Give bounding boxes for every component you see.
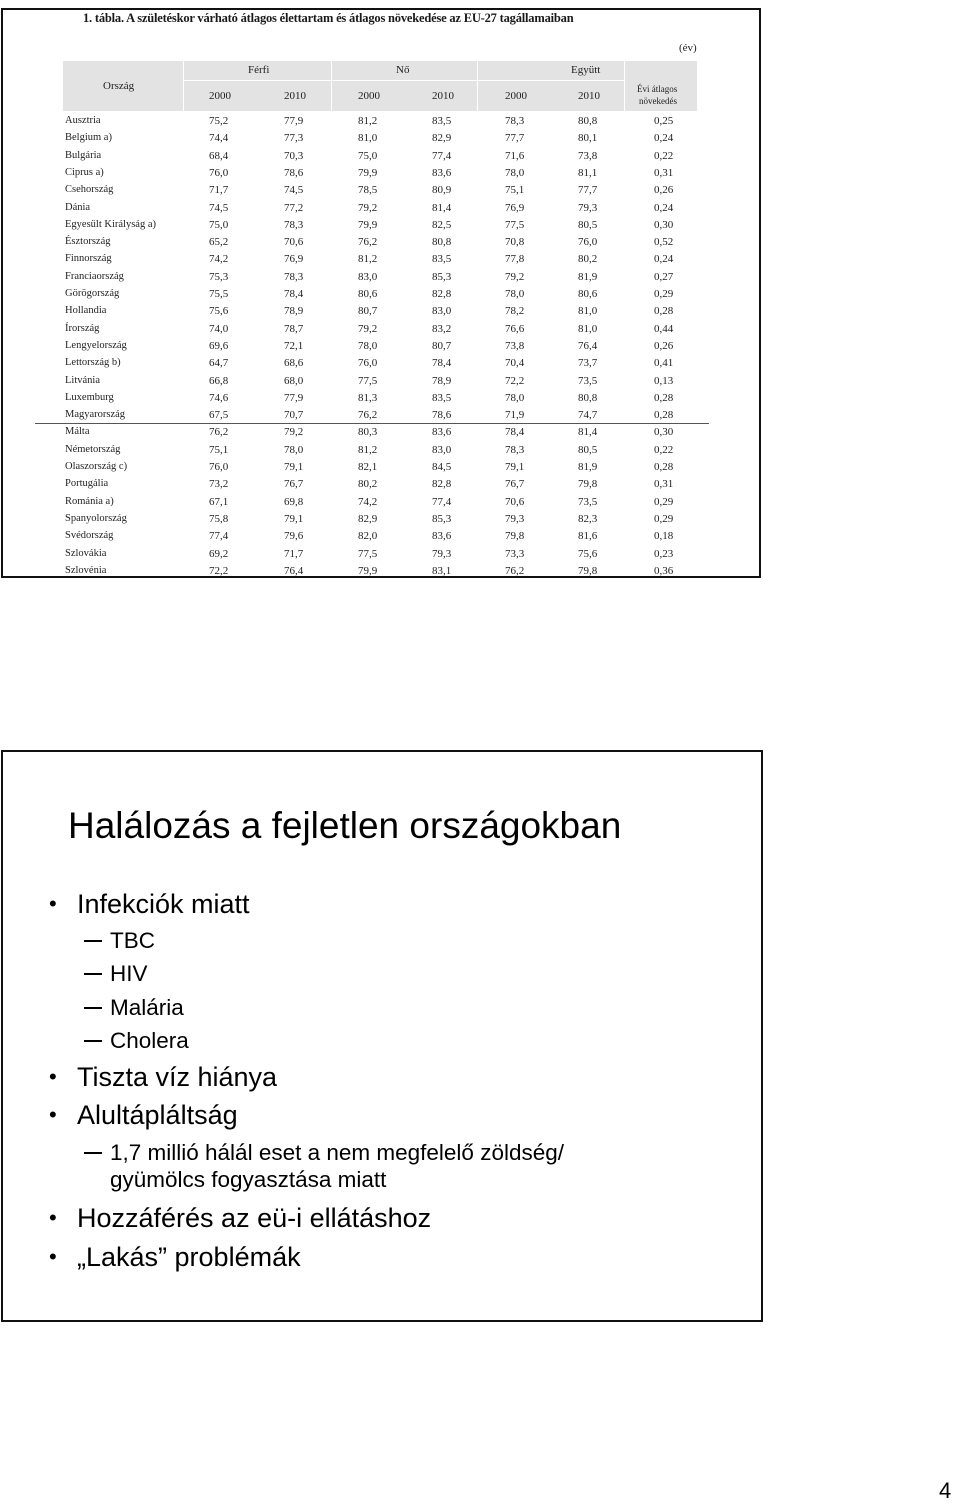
value-cell: 79,8: [505, 530, 525, 543]
growth-cell: 0,24: [654, 201, 674, 214]
value-cell: 81,4: [578, 426, 598, 439]
value-cell: 82,8: [432, 478, 452, 491]
value-cell: 68,0: [284, 374, 304, 387]
table-row: [3, 202, 761, 219]
header-growth-line2: növekedés: [639, 96, 677, 106]
value-cell: 74,2: [358, 495, 378, 508]
value-cell: 70,6: [505, 495, 525, 508]
growth-cell: 0,22: [654, 149, 674, 162]
value-cell: 75,1: [505, 184, 525, 197]
value-cell: 83,0: [432, 305, 452, 318]
value-cell: 78,9: [432, 374, 452, 387]
country-cell: Lettország b): [65, 357, 121, 369]
value-cell: 76,2: [358, 409, 378, 422]
table-row: [3, 357, 761, 374]
table-row: [3, 530, 761, 547]
value-cell: 67,5: [209, 409, 229, 422]
table-row: [3, 132, 761, 149]
table-unit: (év): [679, 42, 697, 54]
country-cell: Ausztria: [65, 115, 101, 126]
value-cell: 71,7: [209, 184, 229, 197]
table-row: [3, 253, 761, 270]
value-cell: 74,5: [284, 184, 304, 197]
value-cell: 69,8: [284, 495, 304, 508]
growth-cell: 0,26: [654, 184, 674, 197]
country-cell: Románia a): [65, 495, 114, 507]
value-cell: 76,0: [209, 461, 229, 473]
growth-cell: 0,28: [654, 305, 674, 318]
bullet-text: TBC: [110, 928, 155, 953]
table-title: 1. tábla. A születéskor várható átlagos élettartam és átlagos növekedése az EU-27 tagállamaiban: [83, 11, 574, 25]
value-cell: 80,5: [578, 443, 598, 456]
dash-icon: [84, 973, 102, 975]
header-divider: [331, 61, 332, 111]
value-cell: 83,5: [432, 391, 452, 404]
value-cell: 79,3: [578, 201, 598, 214]
value-cell: 67,1: [209, 495, 229, 508]
value-cell: 76,9: [505, 201, 525, 214]
value-cell: 77,9: [284, 391, 304, 404]
sub-bullet-item: [110, 994, 184, 1021]
bullet-text: Infekciók miatt: [77, 889, 250, 919]
value-cell: 78,9: [284, 305, 304, 318]
value-cell: 76,4: [284, 564, 304, 577]
table-header: [63, 61, 697, 111]
table-row: [3, 478, 761, 495]
bullet-text: Tiszta víz hiánya: [77, 1062, 278, 1092]
value-cell: 83,5: [432, 253, 452, 266]
growth-cell: 0,30: [654, 218, 674, 231]
value-cell: 80,2: [578, 253, 598, 266]
growth-cell: 0,26: [654, 339, 674, 352]
table-row: [3, 548, 761, 565]
value-cell: 76,2: [358, 236, 378, 249]
value-cell: 78,6: [284, 166, 304, 179]
value-cell: 78,0: [505, 288, 525, 300]
value-cell: 77,4: [209, 530, 229, 543]
value-cell: 82,1: [358, 461, 378, 473]
bullet-text: Hozzáférés az eü-i ellátáshoz: [77, 1203, 432, 1233]
value-cell: 83,5: [432, 115, 452, 127]
country-cell: Szlovákia: [65, 547, 107, 559]
sub-bullet-item: [110, 1027, 189, 1054]
value-cell: 70,7: [284, 409, 304, 422]
value-cell: 75,0: [209, 218, 229, 231]
growth-cell: 0,25: [654, 115, 674, 127]
bullet-text: Alultápláltság: [77, 1100, 238, 1130]
value-cell: 79,9: [358, 166, 378, 179]
value-cell: 79,1: [284, 461, 304, 473]
value-cell: 78,3: [505, 443, 525, 456]
table-row: [3, 184, 761, 201]
value-cell: 78,4: [505, 426, 525, 439]
value-cell: 81,2: [358, 253, 378, 266]
country-cell: Dánia: [65, 201, 91, 213]
table-row: [3, 340, 761, 357]
value-cell: 80,6: [358, 288, 378, 300]
bullet-item: [77, 888, 250, 920]
header-growth-line1: Évi átlagos: [637, 84, 678, 94]
value-cell: 75,6: [578, 547, 598, 560]
value-cell: 77,9: [284, 115, 304, 127]
value-cell: 82,8: [432, 288, 452, 300]
value-cell: 70,4: [505, 357, 525, 370]
country-cell: Luxemburg: [65, 391, 114, 403]
header-group-women: Nő: [396, 64, 410, 76]
growth-cell: 0,31: [654, 478, 674, 491]
growth-cell: 0,22: [654, 443, 674, 456]
header-year: 2010: [432, 90, 454, 102]
value-cell: 66,8: [209, 374, 229, 387]
dash-icon: [84, 1040, 102, 1042]
bullet-text: 1,7 millió hálál eset a nem megfelelő zöldség/: [110, 1140, 564, 1165]
dash-icon: [84, 1152, 102, 1154]
value-cell: 83,1: [432, 564, 452, 577]
header-divider: [183, 80, 624, 81]
country-cell: Spanyolország: [65, 512, 127, 524]
value-cell: 77,3: [284, 132, 304, 145]
value-cell: 75,2: [209, 115, 229, 127]
value-cell: 81,0: [578, 305, 598, 318]
sub-bullet-item: [110, 927, 155, 954]
value-cell: 81,2: [358, 115, 378, 127]
header-year: 2000: [505, 90, 527, 102]
value-cell: 77,2: [284, 201, 304, 214]
country-cell: Litvánia: [65, 374, 100, 386]
value-cell: 78,0: [505, 391, 525, 404]
value-cell: 76,4: [578, 339, 598, 352]
value-cell: 72,2: [209, 564, 229, 577]
table-row: [3, 426, 761, 443]
table-row: [3, 236, 761, 253]
bullet-slide: [1, 750, 763, 1322]
bullet-text: „Lakás” problémák: [77, 1242, 301, 1272]
value-cell: 77,5: [505, 218, 525, 231]
value-cell: 75,8: [209, 512, 229, 525]
sub-bullet-item: [110, 1166, 386, 1193]
value-cell: 79,1: [505, 461, 525, 473]
country-cell: Lengyelország: [65, 339, 127, 351]
value-cell: 79,3: [432, 547, 452, 560]
header-divider: [183, 61, 184, 111]
country-cell: Észtország: [65, 236, 111, 248]
value-cell: 72,2: [505, 374, 525, 387]
value-cell: 74,6: [209, 391, 229, 404]
growth-cell: 0,36: [654, 564, 674, 577]
country-cell: Egyesült Királyság a): [65, 218, 156, 230]
value-cell: 81,2: [358, 443, 378, 456]
value-cell: 81,4: [432, 201, 452, 214]
page-number: 4: [939, 1478, 952, 1503]
value-cell: 82,9: [358, 512, 378, 525]
value-cell: 78,0: [505, 166, 525, 179]
value-cell: 83,6: [432, 426, 452, 439]
value-cell: 75,1: [209, 443, 229, 456]
value-cell: 79,6: [284, 530, 304, 543]
value-cell: 83,2: [432, 322, 452, 335]
value-cell: 77,5: [358, 374, 378, 387]
value-cell: 76,0: [578, 236, 598, 249]
value-cell: 73,3: [505, 547, 525, 560]
value-cell: 73,7: [578, 357, 598, 370]
value-cell: 68,4: [209, 149, 229, 162]
value-cell: 78,3: [505, 115, 525, 127]
value-cell: 76,7: [505, 478, 525, 491]
bullet-item: [77, 1241, 301, 1273]
country-cell: Bulgária: [65, 149, 102, 161]
value-cell: 83,0: [432, 443, 452, 456]
value-cell: 75,6: [209, 305, 229, 318]
value-cell: 76,7: [284, 478, 304, 491]
value-cell: 82,5: [432, 218, 452, 231]
country-cell: Írország: [65, 322, 100, 334]
value-cell: 78,5: [358, 184, 378, 197]
growth-cell: 0,30: [654, 426, 674, 439]
value-cell: 71,9: [505, 409, 525, 422]
value-cell: 81,1: [578, 166, 598, 179]
value-cell: 77,7: [505, 132, 525, 145]
value-cell: 74,2: [209, 253, 229, 266]
value-cell: 68,6: [284, 357, 304, 370]
table-row: [3, 219, 761, 236]
value-cell: 78,3: [284, 218, 304, 231]
table-slide: [1, 8, 761, 578]
country-cell: Magyarország: [65, 409, 126, 421]
value-cell: 75,0: [358, 149, 378, 162]
country-cell: Németország: [65, 443, 121, 455]
bullet-text: Malária: [110, 995, 184, 1020]
value-cell: 83,0: [358, 270, 378, 283]
bullet-text: Cholera: [110, 1028, 189, 1053]
growth-cell: 0,24: [654, 132, 674, 145]
value-cell: 70,8: [505, 236, 525, 249]
value-cell: 78,6: [432, 409, 452, 422]
value-cell: 79,3: [505, 512, 525, 525]
growth-cell: 0,29: [654, 288, 674, 300]
value-cell: 79,2: [284, 426, 304, 439]
value-cell: 79,9: [358, 564, 378, 577]
value-cell: 78,7: [284, 322, 304, 335]
value-cell: 77,8: [505, 253, 525, 266]
value-cell: 84,5: [432, 461, 452, 473]
value-cell: 80,3: [358, 426, 378, 439]
table-row: [3, 513, 761, 530]
value-cell: 80,5: [578, 218, 598, 231]
value-cell: 69,2: [209, 547, 229, 560]
table-row: [3, 271, 761, 288]
growth-cell: 0,27: [654, 270, 674, 283]
header-group-total: Együtt: [571, 64, 601, 76]
country-cell: Görögország: [65, 288, 120, 299]
growth-cell: 0,23: [654, 547, 674, 560]
value-cell: 80,2: [358, 478, 378, 491]
header-divider: [477, 61, 478, 111]
growth-cell: 0,28: [654, 391, 674, 404]
value-cell: 75,3: [209, 270, 229, 283]
value-cell: 80,8: [432, 236, 452, 249]
table-row: [3, 565, 761, 578]
value-cell: 76,0: [209, 166, 229, 179]
value-cell: 73,5: [578, 495, 598, 508]
value-cell: 76,2: [209, 426, 229, 439]
dash-icon: [84, 1007, 102, 1009]
value-cell: 79,8: [578, 478, 598, 491]
slide-title: Halálozás a fejletlen országokban: [68, 805, 622, 846]
value-cell: 82,0: [358, 530, 378, 543]
value-cell: 65,2: [209, 236, 229, 249]
value-cell: 78,2: [505, 305, 525, 318]
header-year: 2010: [284, 90, 306, 102]
value-cell: 74,4: [209, 132, 229, 145]
bullet-item: [77, 1099, 238, 1131]
value-cell: 80,6: [578, 288, 598, 300]
value-cell: 78,0: [284, 443, 304, 456]
value-cell: 72,1: [284, 339, 304, 352]
growth-cell: 0,41: [654, 357, 674, 370]
value-cell: 73,8: [578, 149, 598, 162]
value-cell: 83,6: [432, 530, 452, 543]
country-cell: Finnország: [65, 253, 112, 265]
value-cell: 76,2: [505, 564, 525, 577]
value-cell: 79,2: [358, 322, 378, 335]
value-cell: 83,6: [432, 166, 452, 179]
table-row: [3, 305, 761, 322]
growth-cell: 0,24: [654, 253, 674, 266]
value-cell: 73,2: [209, 478, 229, 491]
value-cell: 78,4: [284, 288, 304, 300]
value-cell: 76,9: [284, 253, 304, 266]
value-cell: 77,5: [358, 547, 378, 560]
value-cell: 71,6: [505, 149, 525, 162]
growth-cell: 0,52: [654, 236, 674, 249]
value-cell: 78,3: [284, 270, 304, 283]
country-cell: Ciprus a): [65, 166, 104, 178]
value-cell: 77,4: [432, 495, 452, 508]
table-row: [3, 375, 761, 392]
table-row: [3, 323, 761, 340]
value-cell: 73,8: [505, 339, 525, 352]
country-cell: Olaszország c): [65, 461, 128, 472]
value-cell: 64,7: [209, 357, 229, 370]
header-year: 2000: [358, 90, 380, 102]
value-cell: 82,9: [432, 132, 452, 145]
value-cell: 80,8: [578, 115, 598, 127]
header-year: 2000: [209, 90, 231, 102]
value-cell: 85,3: [432, 512, 452, 525]
growth-cell: 0,31: [654, 166, 674, 179]
growth-cell: 0,29: [654, 495, 674, 508]
value-cell: 74,5: [209, 201, 229, 214]
header-group-men: Férfi: [248, 64, 270, 76]
value-cell: 78,4: [432, 357, 452, 370]
value-cell: 70,6: [284, 236, 304, 249]
value-cell: 77,4: [432, 149, 452, 162]
country-cell: Hollandia: [65, 305, 107, 317]
bullet-item: [77, 1061, 277, 1093]
value-cell: 81,0: [358, 132, 378, 145]
header-divider: [624, 61, 625, 111]
value-cell: 75,5: [209, 288, 229, 300]
value-cell: 79,9: [358, 218, 378, 231]
dash-icon: [84, 940, 102, 942]
growth-cell: 0,28: [654, 409, 674, 422]
table-row: [3, 167, 761, 184]
table-separator: [35, 423, 709, 424]
table-row: [3, 444, 761, 461]
bullet-item: [77, 1202, 431, 1234]
value-cell: 71,7: [284, 547, 304, 560]
sub-bullet-item: [110, 960, 148, 987]
value-cell: 80,7: [358, 305, 378, 318]
value-cell: 74,7: [578, 409, 598, 422]
header-country: Ország: [103, 80, 135, 92]
table-row: [3, 392, 761, 409]
value-cell: 76,6: [505, 322, 525, 335]
value-cell: 80,9: [432, 184, 452, 197]
country-cell: Svédország: [65, 530, 114, 542]
table-row: [3, 288, 761, 305]
table-row: [3, 461, 761, 478]
value-cell: 82,3: [578, 512, 598, 525]
bullet-text: HIV: [110, 961, 148, 986]
value-cell: 78,0: [358, 339, 378, 352]
growth-cell: 0,18: [654, 530, 674, 543]
country-cell: Málta: [65, 426, 90, 438]
value-cell: 69,6: [209, 339, 229, 352]
sub-bullet-item: [110, 1139, 564, 1166]
value-cell: 70,3: [284, 149, 304, 162]
value-cell: 79,2: [358, 201, 378, 214]
value-cell: 81,9: [578, 461, 598, 473]
value-cell: 81,0: [578, 322, 598, 335]
country-cell: Belgium a): [65, 132, 112, 144]
table-row: [3, 115, 761, 132]
bullet-text: gyümölcs fogyasztása miatt: [110, 1167, 387, 1192]
value-cell: 76,0: [358, 357, 378, 370]
value-cell: 74,0: [209, 322, 229, 335]
value-cell: 80,1: [578, 132, 598, 145]
country-cell: Szlovénia: [65, 564, 107, 576]
table-row: [3, 496, 761, 513]
value-cell: 79,1: [284, 512, 304, 525]
value-cell: 79,8: [578, 564, 598, 577]
value-cell: 77,7: [578, 184, 598, 197]
value-cell: 80,7: [432, 339, 452, 352]
country-cell: Csehország: [65, 184, 114, 196]
country-cell: Franciaország: [65, 270, 124, 282]
growth-cell: 0,44: [654, 322, 674, 335]
table-row: [3, 150, 761, 167]
country-cell: Portugália: [65, 478, 109, 490]
value-cell: 81,3: [358, 391, 378, 404]
value-cell: 79,2: [505, 270, 525, 283]
growth-cell: 0,29: [654, 512, 674, 525]
header-year: 2010: [578, 90, 600, 102]
value-cell: 80,8: [578, 391, 598, 404]
growth-cell: 0,13: [654, 374, 674, 387]
value-cell: 81,9: [578, 270, 598, 283]
growth-cell: 0,28: [654, 461, 674, 473]
value-cell: 81,6: [578, 530, 598, 543]
value-cell: 85,3: [432, 270, 452, 283]
value-cell: 73,5: [578, 374, 598, 387]
